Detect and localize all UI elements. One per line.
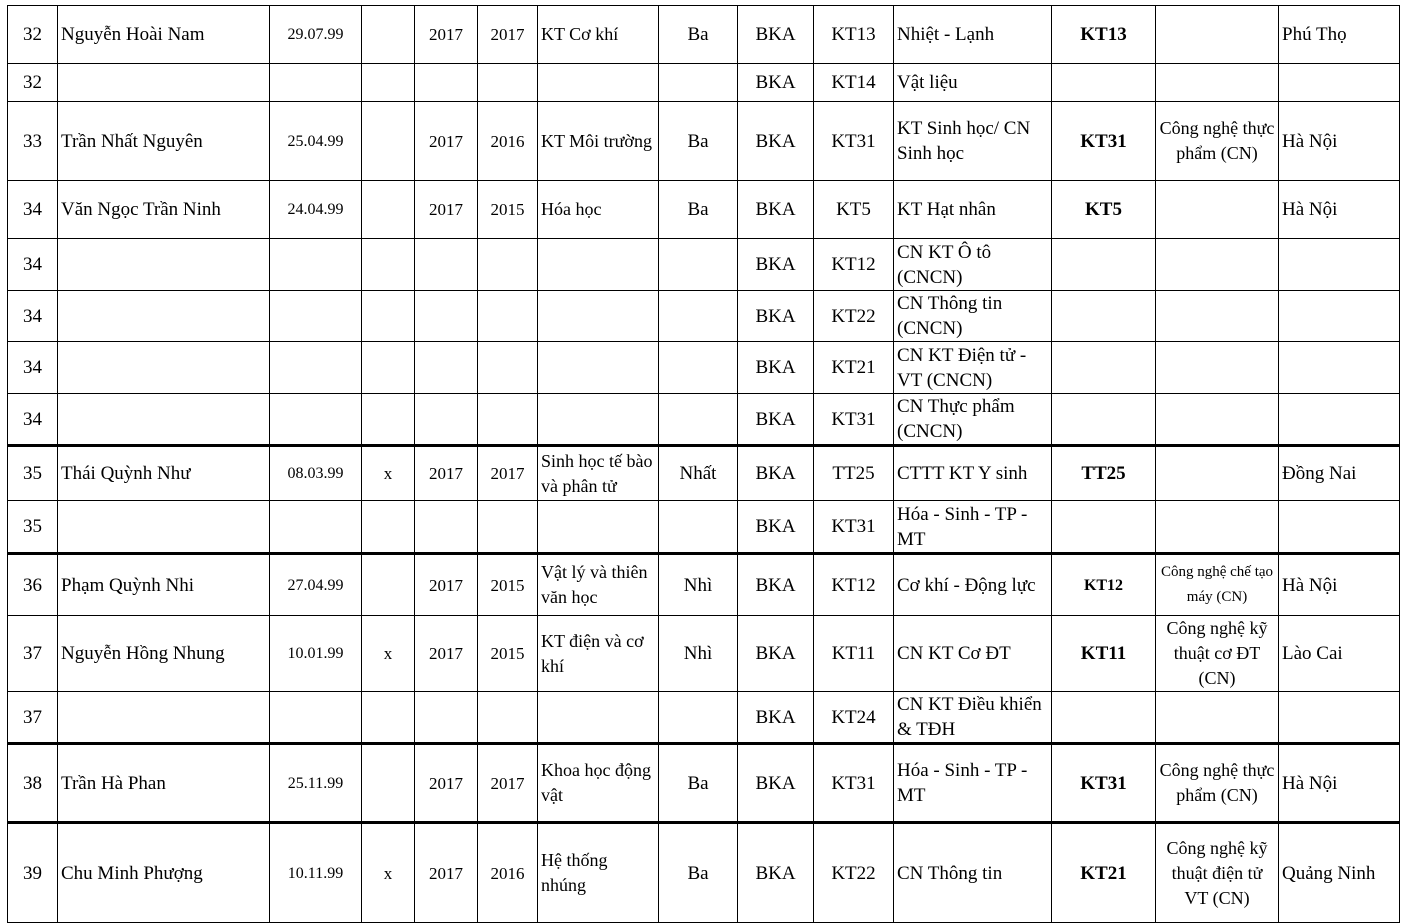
stt-cell: 32	[8, 64, 58, 102]
female-mark-cell	[362, 6, 415, 64]
table-body	[8, 6, 1400, 923]
year-cell: 2017	[415, 554, 478, 616]
program-code-cell: KT31	[814, 394, 894, 446]
alt-program-cell: Công nghệ thực phẩm (CN)	[1156, 744, 1279, 823]
award-year-cell: 2015	[478, 554, 538, 616]
table-row	[8, 394, 1400, 446]
program-name-cell: CN Thông tin	[894, 823, 1052, 923]
birthdate-cell: 25.04.99	[270, 102, 362, 181]
award-year-cell: 2016	[478, 102, 538, 181]
admitted-code-cell: KT31	[1052, 102, 1156, 181]
female-mark-cell	[362, 554, 415, 616]
program-code-cell: KT31	[814, 744, 894, 823]
program-name-cell: Hóa - Sinh - TP - MT	[894, 501, 1052, 554]
stt-cell: 34	[8, 291, 58, 342]
year-cell	[415, 501, 478, 554]
subject-cell	[538, 291, 659, 342]
admission-table	[7, 5, 1400, 923]
table-row	[8, 239, 1400, 291]
alt-program-cell: Công nghệ kỹ thuật điện tử VT (CN)	[1156, 823, 1279, 923]
program-code-cell: KT5	[814, 181, 894, 239]
prize-cell: Nhì	[659, 616, 738, 692]
province-cell: Đồng Nai	[1279, 446, 1400, 501]
program-name-cell: CN Thông tin (CNCN)	[894, 291, 1052, 342]
school-code-cell: BKA	[738, 64, 814, 102]
program-name-cell: Vật liệu	[894, 64, 1052, 102]
program-name-cell: Hóa - Sinh - TP - MT	[894, 744, 1052, 823]
year-cell: 2017	[415, 181, 478, 239]
subject-cell: Khoa học động vật	[538, 744, 659, 823]
admitted-code-cell	[1052, 342, 1156, 394]
female-mark-cell	[362, 744, 415, 823]
program-name-cell: CN KT Ô tô (CNCN)	[894, 239, 1052, 291]
year-cell: 2017	[415, 823, 478, 923]
female-mark-cell: x	[362, 823, 415, 923]
female-mark-cell: x	[362, 616, 415, 692]
school-code-cell: BKA	[738, 501, 814, 554]
admitted-code-cell	[1052, 394, 1156, 446]
province-cell	[1279, 394, 1400, 446]
school-code-cell: BKA	[738, 554, 814, 616]
birthdate-cell: 08.03.99	[270, 446, 362, 501]
birthdate-cell: 24.04.99	[270, 181, 362, 239]
prize-cell: Nhất	[659, 446, 738, 501]
female-mark-cell	[362, 64, 415, 102]
alt-program-cell	[1156, 501, 1279, 554]
award-year-cell: 2015	[478, 616, 538, 692]
award-year-cell: 2017	[478, 744, 538, 823]
province-cell: Lào Cai	[1279, 616, 1400, 692]
birthdate-cell: 25.11.99	[270, 744, 362, 823]
table-row	[8, 291, 1400, 342]
alt-program-cell	[1156, 64, 1279, 102]
admitted-code-cell: TT25	[1052, 446, 1156, 501]
name-cell	[58, 501, 270, 554]
year-cell: 2017	[415, 616, 478, 692]
province-cell	[1279, 692, 1400, 744]
school-code-cell: BKA	[738, 291, 814, 342]
table-row	[8, 744, 1400, 823]
school-code-cell: BKA	[738, 616, 814, 692]
name-cell: Thái Quỳnh Như	[58, 446, 270, 501]
school-code-cell: BKA	[738, 823, 814, 923]
stt-cell: 36	[8, 554, 58, 616]
prize-cell	[659, 394, 738, 446]
province-cell: Phú Thọ	[1279, 6, 1400, 64]
admitted-code-cell	[1052, 239, 1156, 291]
province-cell: Hà Nội	[1279, 554, 1400, 616]
award-year-cell	[478, 64, 538, 102]
birthdate-cell: 27.04.99	[270, 554, 362, 616]
table-row	[8, 102, 1400, 181]
award-year-cell	[478, 239, 538, 291]
subject-cell	[538, 501, 659, 554]
name-cell	[58, 239, 270, 291]
province-cell	[1279, 291, 1400, 342]
province-cell: Hà Nội	[1279, 102, 1400, 181]
prize-cell: Ba	[659, 6, 738, 64]
table-row	[8, 6, 1400, 64]
female-mark-cell	[362, 342, 415, 394]
birthdate-cell	[270, 394, 362, 446]
alt-program-cell	[1156, 446, 1279, 501]
program-code-cell: KT22	[814, 823, 894, 923]
table-row	[8, 446, 1400, 501]
year-cell	[415, 291, 478, 342]
admitted-code-cell	[1052, 501, 1156, 554]
school-code-cell: BKA	[738, 181, 814, 239]
subject-cell	[538, 239, 659, 291]
stt-cell: 34	[8, 394, 58, 446]
school-code-cell: BKA	[738, 446, 814, 501]
year-cell: 2017	[415, 6, 478, 64]
program-code-cell: TT25	[814, 446, 894, 501]
stt-cell: 34	[8, 239, 58, 291]
subject-cell	[538, 64, 659, 102]
alt-program-cell	[1156, 342, 1279, 394]
program-code-cell: KT22	[814, 291, 894, 342]
program-name-cell: KT Hạt nhân	[894, 181, 1052, 239]
school-code-cell: BKA	[738, 692, 814, 744]
prize-cell: Ba	[659, 181, 738, 239]
prize-cell	[659, 239, 738, 291]
award-year-cell: 2015	[478, 181, 538, 239]
birthdate-cell	[270, 64, 362, 102]
year-cell: 2017	[415, 446, 478, 501]
alt-program-cell	[1156, 239, 1279, 291]
stt-cell: 34	[8, 342, 58, 394]
program-code-cell: KT14	[814, 64, 894, 102]
name-cell: Văn Ngọc Trần Ninh	[58, 181, 270, 239]
name-cell	[58, 692, 270, 744]
subject-cell: Hóa học	[538, 181, 659, 239]
alt-program-cell: Công nghệ chế tạo máy (CN)	[1156, 554, 1279, 616]
subject-cell	[538, 692, 659, 744]
table-row	[8, 64, 1400, 102]
prize-cell: Ba	[659, 102, 738, 181]
year-cell	[415, 342, 478, 394]
school-code-cell: BKA	[738, 394, 814, 446]
subject-cell	[538, 342, 659, 394]
year-cell: 2017	[415, 102, 478, 181]
program-code-cell: KT13	[814, 6, 894, 64]
award-year-cell: 2016	[478, 823, 538, 923]
school-code-cell: BKA	[738, 6, 814, 64]
school-code-cell: BKA	[738, 102, 814, 181]
name-cell	[58, 394, 270, 446]
school-code-cell: BKA	[738, 744, 814, 823]
table-row	[8, 692, 1400, 744]
year-cell	[415, 64, 478, 102]
name-cell: Phạm Quỳnh Nhi	[58, 554, 270, 616]
subject-cell: KT Cơ khí	[538, 6, 659, 64]
province-cell: Hà Nội	[1279, 744, 1400, 823]
subject-cell: Sinh học tế bào và phân tử	[538, 446, 659, 501]
program-code-cell: KT21	[814, 342, 894, 394]
school-code-cell: BKA	[738, 342, 814, 394]
program-code-cell: KT12	[814, 239, 894, 291]
birthdate-cell	[270, 692, 362, 744]
birthdate-cell	[270, 342, 362, 394]
table-row	[8, 342, 1400, 394]
program-name-cell: CN KT Điều khiển & TĐH	[894, 692, 1052, 744]
subject-cell: Hệ thống nhúng	[538, 823, 659, 923]
female-mark-cell	[362, 692, 415, 744]
admitted-code-cell: KT13	[1052, 6, 1156, 64]
province-cell	[1279, 342, 1400, 394]
female-mark-cell: x	[362, 446, 415, 501]
prize-cell	[659, 692, 738, 744]
admitted-code-cell: KT11	[1052, 616, 1156, 692]
table-row	[8, 181, 1400, 239]
prize-cell	[659, 64, 738, 102]
program-name-cell: Nhiệt - Lạnh	[894, 6, 1052, 64]
province-cell: Hà Nội	[1279, 181, 1400, 239]
program-name-cell: CTTT KT Y sinh	[894, 446, 1052, 501]
name-cell: Trần Nhất Nguyên	[58, 102, 270, 181]
name-cell: Nguyễn Hoài Nam	[58, 6, 270, 64]
subject-cell	[538, 394, 659, 446]
birthdate-cell	[270, 291, 362, 342]
program-code-cell: KT24	[814, 692, 894, 744]
program-code-cell: KT31	[814, 501, 894, 554]
admitted-code-cell: KT31	[1052, 744, 1156, 823]
birthdate-cell: 10.11.99	[270, 823, 362, 923]
alt-program-cell	[1156, 6, 1279, 64]
stt-cell: 37	[8, 616, 58, 692]
table-row	[8, 501, 1400, 554]
stt-cell: 32	[8, 6, 58, 64]
name-cell: Nguyễn Hồng Nhung	[58, 616, 270, 692]
program-name-cell: KT Sinh học/ CN Sinh học	[894, 102, 1052, 181]
stt-cell: 38	[8, 744, 58, 823]
female-mark-cell	[362, 181, 415, 239]
admitted-code-cell	[1052, 64, 1156, 102]
program-name-cell: CN Thực phẩm (CNCN)	[894, 394, 1052, 446]
female-mark-cell	[362, 239, 415, 291]
prize-cell: Ba	[659, 744, 738, 823]
stt-cell: 37	[8, 692, 58, 744]
name-cell: Chu Minh Phượng	[58, 823, 270, 923]
alt-program-cell	[1156, 394, 1279, 446]
birthdate-cell: 29.07.99	[270, 6, 362, 64]
table-row	[8, 823, 1400, 923]
birthdate-cell	[270, 239, 362, 291]
alt-program-cell	[1156, 181, 1279, 239]
name-cell	[58, 64, 270, 102]
stt-cell: 35	[8, 446, 58, 501]
subject-cell: KT điện và cơ khí	[538, 616, 659, 692]
alt-program-cell	[1156, 291, 1279, 342]
prize-cell	[659, 291, 738, 342]
province-cell	[1279, 501, 1400, 554]
female-mark-cell	[362, 501, 415, 554]
year-cell	[415, 692, 478, 744]
program-name-cell: CN KT Cơ ĐT	[894, 616, 1052, 692]
admitted-code-cell	[1052, 692, 1156, 744]
program-name-cell: Cơ khí - Động lực	[894, 554, 1052, 616]
year-cell: 2017	[415, 744, 478, 823]
name-cell	[58, 291, 270, 342]
stt-cell: 35	[8, 501, 58, 554]
table-row	[8, 616, 1400, 692]
province-cell	[1279, 239, 1400, 291]
award-year-cell: 2017	[478, 6, 538, 64]
award-year-cell	[478, 692, 538, 744]
admitted-code-cell: KT21	[1052, 823, 1156, 923]
alt-program-cell: Công nghệ thực phẩm (CN)	[1156, 102, 1279, 181]
female-mark-cell	[362, 394, 415, 446]
alt-program-cell: Công nghệ kỹ thuật cơ ĐT (CN)	[1156, 616, 1279, 692]
subject-cell: Vật lý và thiên văn học	[538, 554, 659, 616]
table-row	[8, 554, 1400, 616]
award-year-cell: 2017	[478, 446, 538, 501]
admitted-code-cell: KT5	[1052, 181, 1156, 239]
prize-cell: Nhì	[659, 554, 738, 616]
year-cell	[415, 239, 478, 291]
award-year-cell	[478, 394, 538, 446]
award-year-cell	[478, 342, 538, 394]
prize-cell: Ba	[659, 823, 738, 923]
female-mark-cell	[362, 291, 415, 342]
name-cell	[58, 342, 270, 394]
admitted-code-cell: KT12	[1052, 554, 1156, 616]
female-mark-cell	[362, 102, 415, 181]
year-cell	[415, 394, 478, 446]
stt-cell: 39	[8, 823, 58, 923]
birthdate-cell	[270, 501, 362, 554]
program-name-cell: CN KT Điện tử - VT (CNCN)	[894, 342, 1052, 394]
prize-cell	[659, 342, 738, 394]
program-code-cell: KT11	[814, 616, 894, 692]
award-year-cell	[478, 291, 538, 342]
prize-cell	[659, 501, 738, 554]
award-year-cell	[478, 501, 538, 554]
stt-cell: 33	[8, 102, 58, 181]
birthdate-cell: 10.01.99	[270, 616, 362, 692]
program-code-cell: KT31	[814, 102, 894, 181]
province-cell	[1279, 64, 1400, 102]
program-code-cell: KT12	[814, 554, 894, 616]
subject-cell: KT Môi trường	[538, 102, 659, 181]
alt-program-cell	[1156, 692, 1279, 744]
school-code-cell: BKA	[738, 239, 814, 291]
stt-cell: 34	[8, 181, 58, 239]
name-cell: Trần Hà Phan	[58, 744, 270, 823]
province-cell: Quảng Ninh	[1279, 823, 1400, 923]
admitted-code-cell	[1052, 291, 1156, 342]
